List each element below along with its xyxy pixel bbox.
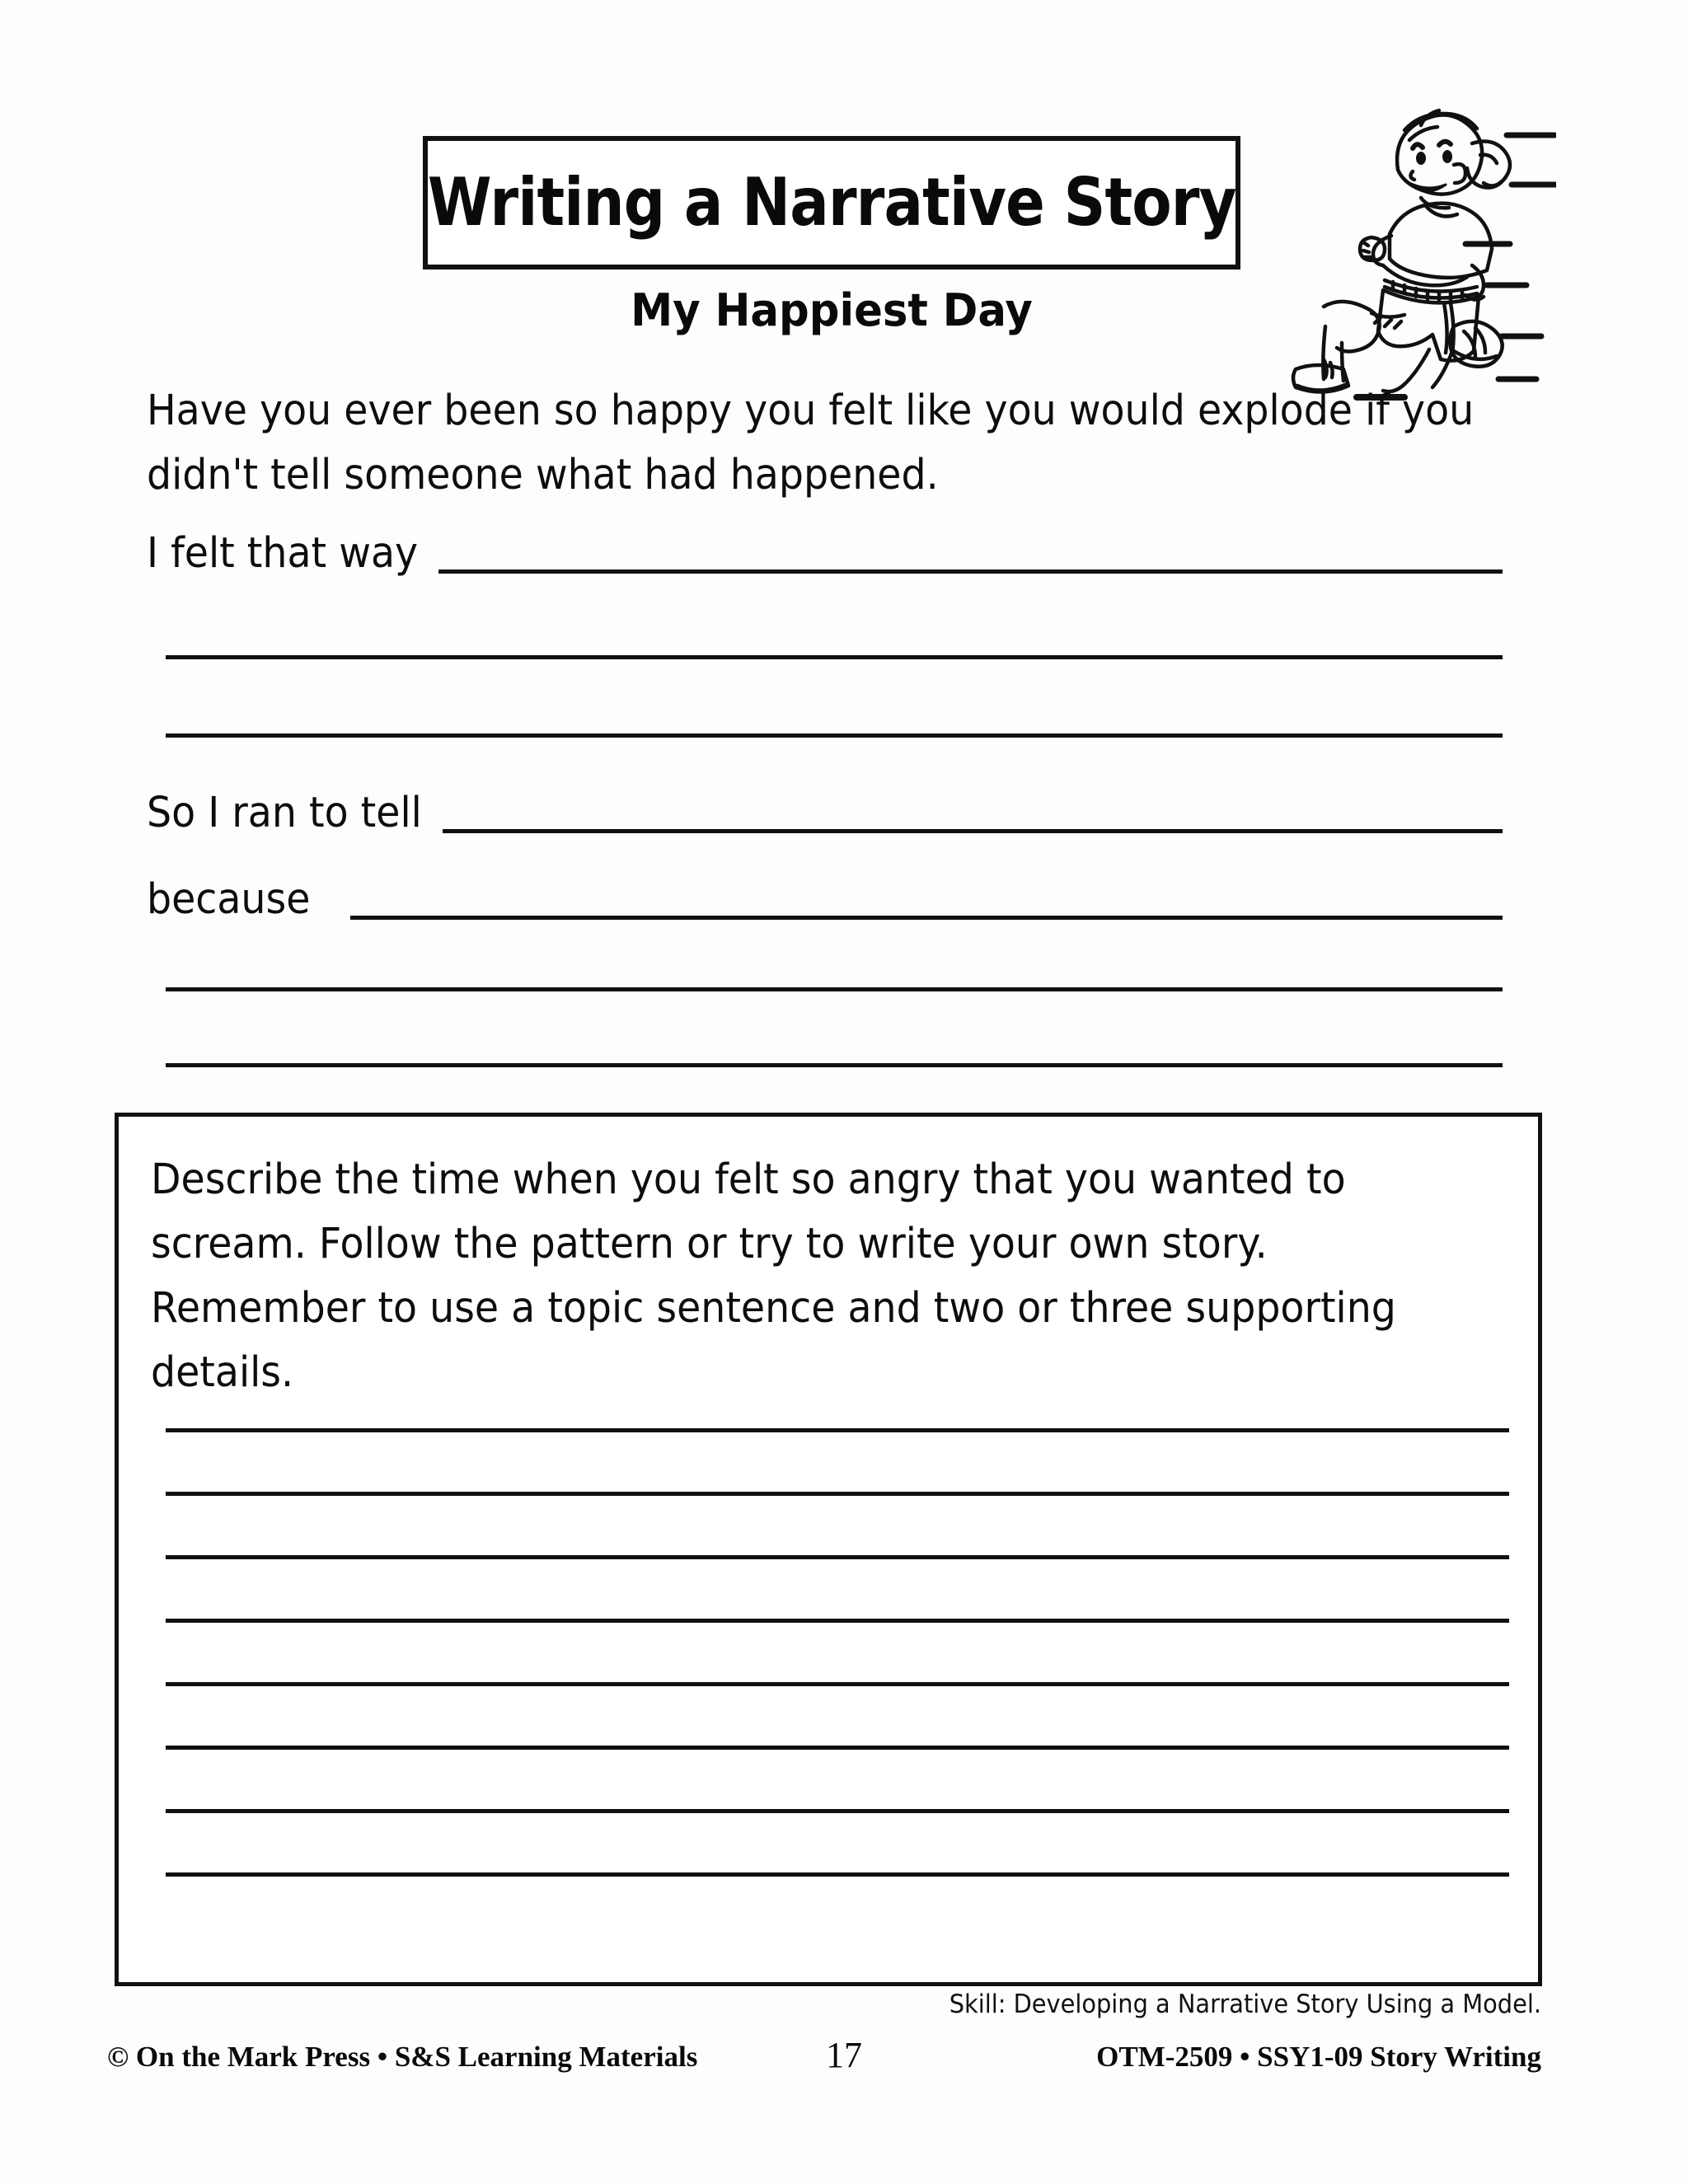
intro-paragraph: Have you ever been so happy you felt like you would explode if you didn't tell someone what had happened. [147,387,1475,499]
writing-line[interactable] [166,1872,1509,1877]
instruction-text: Describe the time when you felt so angry that you wanted to scream. Follow the pattern or try to write your own story. Remember to use a topic sentence and two or three supporting details. [151,1155,1396,1397]
answer-rule[interactable] [166,987,1503,991]
prompt-label: because [147,875,311,924]
prompt-row-felt-that-way [147,527,1503,577]
page-title: Writing a Narrative Story [427,164,1236,241]
answer-rule[interactable] [166,655,1503,659]
instruction-box [115,1113,1542,1986]
prompt-row-because [147,874,1503,923]
writing-line[interactable] [166,1619,1509,1623]
answer-rule[interactable] [443,829,1503,833]
prompt-label: So I ran to tell [147,789,422,837]
answer-rule[interactable] [438,569,1503,574]
answer-rule[interactable] [350,916,1503,920]
page-number: 17 [826,2035,862,2075]
running-child-illustration [1259,79,1556,401]
writing-line[interactable] [166,1492,1509,1496]
writing-line[interactable] [166,1746,1509,1750]
title-box [423,136,1240,269]
copyright-line: © On the Mark Press • S&S Learning Materials [107,2041,698,2073]
writing-line[interactable] [166,1555,1509,1559]
prompt-label: I felt that way [147,529,419,578]
page-subtitle: My Happiest Day [631,284,1033,336]
skill-line: Skill: Developing a Narrative Story Using a Model. [949,1990,1541,2019]
writing-line[interactable] [166,1809,1509,1813]
writing-line[interactable] [166,1682,1509,1686]
prompt-row-so-i-ran-to-tell [147,787,1503,837]
publication-code: OTM-2509 • SSY1-09 Story Writing [1096,2041,1541,2073]
answer-rule[interactable] [166,1063,1503,1067]
writing-line[interactable] [166,1428,1509,1432]
answer-rule[interactable] [166,733,1503,738]
